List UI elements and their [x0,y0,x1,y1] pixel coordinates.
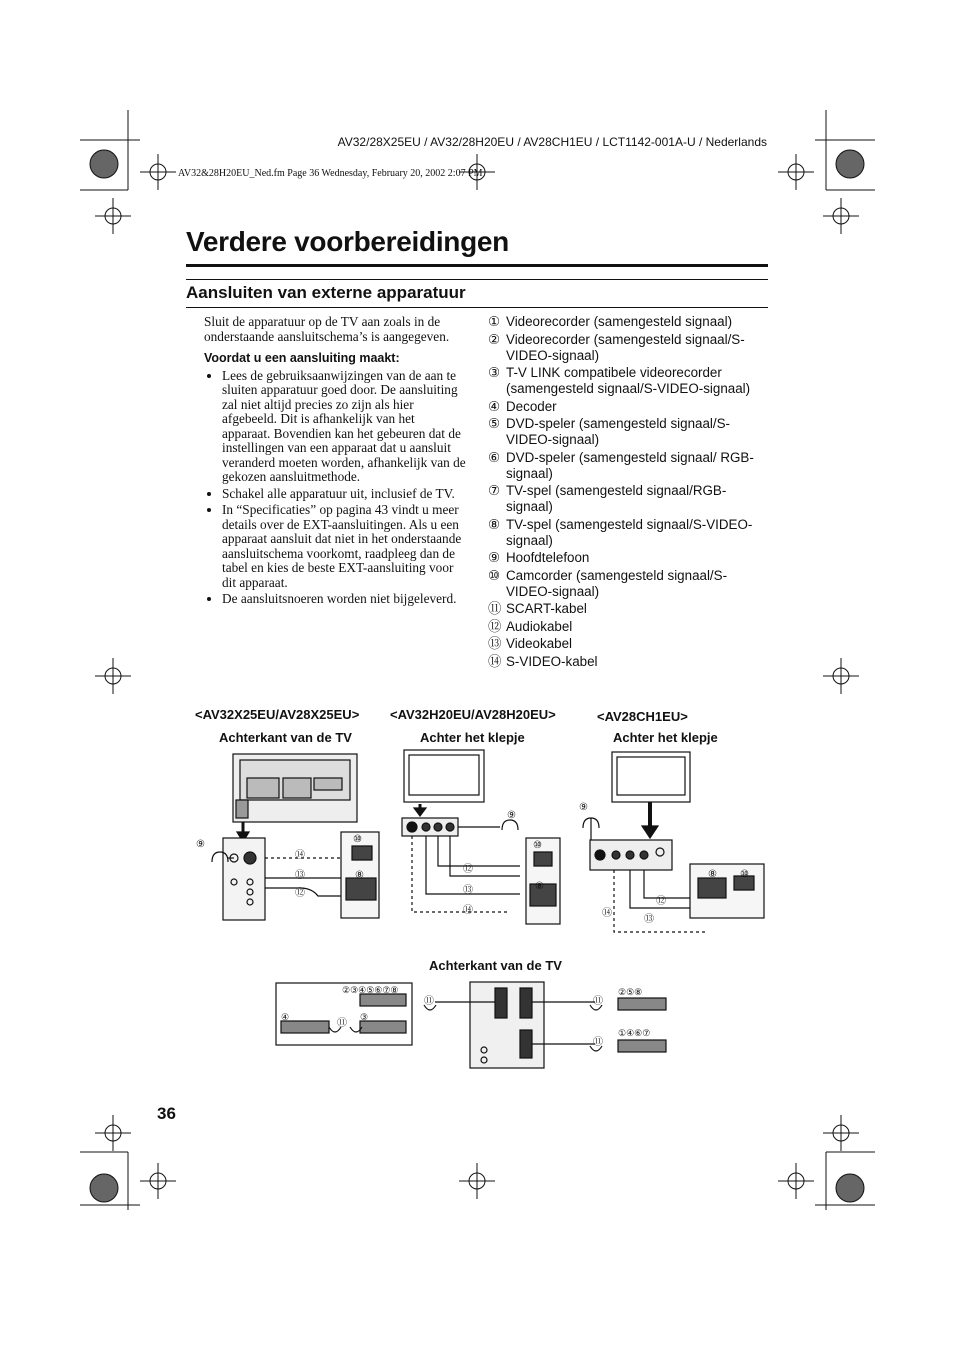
diagram-caption-3: Achter het klepje [613,730,718,745]
item-number: ⑨ [488,550,501,565]
before-heading: Voordat u een aansluiting maakt: [204,351,400,365]
model-label-1: <AV32X25EU/AV28X25EU> [195,707,360,722]
item-label: Videorecorder (samengesteld signaal/S-VIDEO-signaal) [506,331,745,363]
page-title: Verdere voorbereidingen [186,226,509,257]
diagram-caption-bottom: Achterkant van de TV [429,958,562,973]
item-number: ⑬ [488,636,502,651]
item-number: ⑧ [488,516,501,532]
group-label-c: ①④⑥⑦ [618,1028,651,1038]
item-label: Videorecorder (samengesteld signaal) [506,314,733,329]
item-number: ② [488,331,501,347]
label-8: ⑧ [535,881,544,892]
item-number: ⑫ [488,618,502,634]
item-number: ⑤ [488,416,501,431]
diagram-caption-1: Achterkant van de TV [219,730,352,745]
label-11: ⑪ [337,1018,347,1029]
model-label-2: <AV32H20EU/AV28H20EU> [390,707,556,722]
label-10: ⑩ [533,840,542,851]
label-11: ⑪ [593,996,603,1007]
label-9: ⑨ [196,839,205,850]
label-10: ⑩ [353,834,362,845]
label-9: ⑨ [579,802,588,813]
page-number: 36 [157,1104,176,1123]
item-number: ④ [488,398,501,414]
label-13: ⑬ [295,870,305,881]
item-number: ⑦ [488,483,501,498]
section-title: Aansluiten van externe apparatuur [186,283,466,302]
model-label-3: <AV28CH1EU> [597,709,688,724]
intro-text: Sluit de apparatuur op de TV aan zoals in de onderstaande aansluitschema’s is aangegeven. [204,314,450,344]
item-number: ① [488,314,501,329]
label-9: ⑨ [507,810,516,821]
label-14: ⑭ [295,850,305,861]
item-label: Hoofdtelefoon [506,550,590,565]
item-number: ③ [488,365,501,380]
label-3: ③ [360,1012,369,1022]
item-label: Audiokabel [506,618,573,634]
item-number: ⑩ [488,567,501,583]
label-4: ④ [281,1012,290,1022]
item-number: ⑭ [488,653,502,669]
label-11: ⑪ [593,1037,603,1048]
models-line: AV32/28X25EU / AV32/28H20EU / AV28CH1EU / LCT1142-001A-U / Nederlands [337,135,767,149]
bullet-item: • De aansluitsnoeren worden niet bijgeleverd. [222,592,466,607]
diagram-caption-2: Achter het klepje [420,730,525,745]
item-label: TV-spel (samengesteld signaal/S-VIDEO-signaal) [506,516,753,548]
label-13: ⑬ [463,885,473,896]
item-label: TV-spel (samengesteld signaal/RGB-signaal) [506,483,727,514]
label-11: ⑪ [424,996,434,1007]
item-label: DVD-speler (samengesteld signaal/ RGB-signaal) [506,449,754,481]
item-label: DVD-speler (samengesteld signaal/S-VIDEO-signaal) [506,416,731,447]
label-14: ⑭ [463,905,473,916]
item-label: T-V LINK compatibele videorecorder (samengesteld signaal/S-VIDEO-signaal) [506,365,751,396]
item-label: SCART-kabel [506,601,587,616]
item-label: Decoder [506,398,557,414]
label-12: ⑫ [295,888,305,899]
bullet-item: • In “Specificaties” op pagina 43 vindt u meer details over de EXT-aansluitingen. Als u een apparaat aansluit dat niet in het onderstaande aansluitschema voorkomt, raadpleeg dan de tabel en kies de beste EXT-aansluiting voor dit apparaat. [222,503,466,590]
item-number: ⑪ [488,601,502,616]
label-14: ⑭ [602,908,612,919]
item-number: ⑥ [488,449,501,465]
label-13: ⑬ [644,914,654,925]
label-12: ⑫ [463,864,473,875]
item-label: S-VIDEO-kabel [506,653,598,669]
item-label: Videokabel [506,636,573,651]
label-8: ⑧ [355,870,364,881]
label-10: ⑩ [740,869,749,880]
bullet-item: • Lees de gebruiksaanwijzingen van de aan te sluiten apparatuur goed door. De aansluiting zal niet altijd precies zo zijn als hier afgebeeld. Dit is afhankelijk van het apparaat. Bovendien kan het gebeuren dat de instellingen van een apparaat dat u aansluit veranderd moeten worden, afhankelijk van de gekozen aansluitmethode. [222,369,466,485]
group-label-b: ②⑤⑧ [618,987,643,997]
label-8: ⑧ [708,869,717,880]
label-12: ⑫ [656,896,666,907]
item-label: Camcorder (samengesteld signaal/S-VIDEO-signaal) [506,567,728,599]
group-label-a: ②③④⑤⑥⑦⑧ [342,985,399,995]
file-info: AV32&28H20EU_Ned.fm Page 36 Wednesday, February 20, 2002 2:07 PM [178,168,483,179]
bullet-item: • Schakel alle apparatuur uit, inclusief de TV. [222,487,466,502]
